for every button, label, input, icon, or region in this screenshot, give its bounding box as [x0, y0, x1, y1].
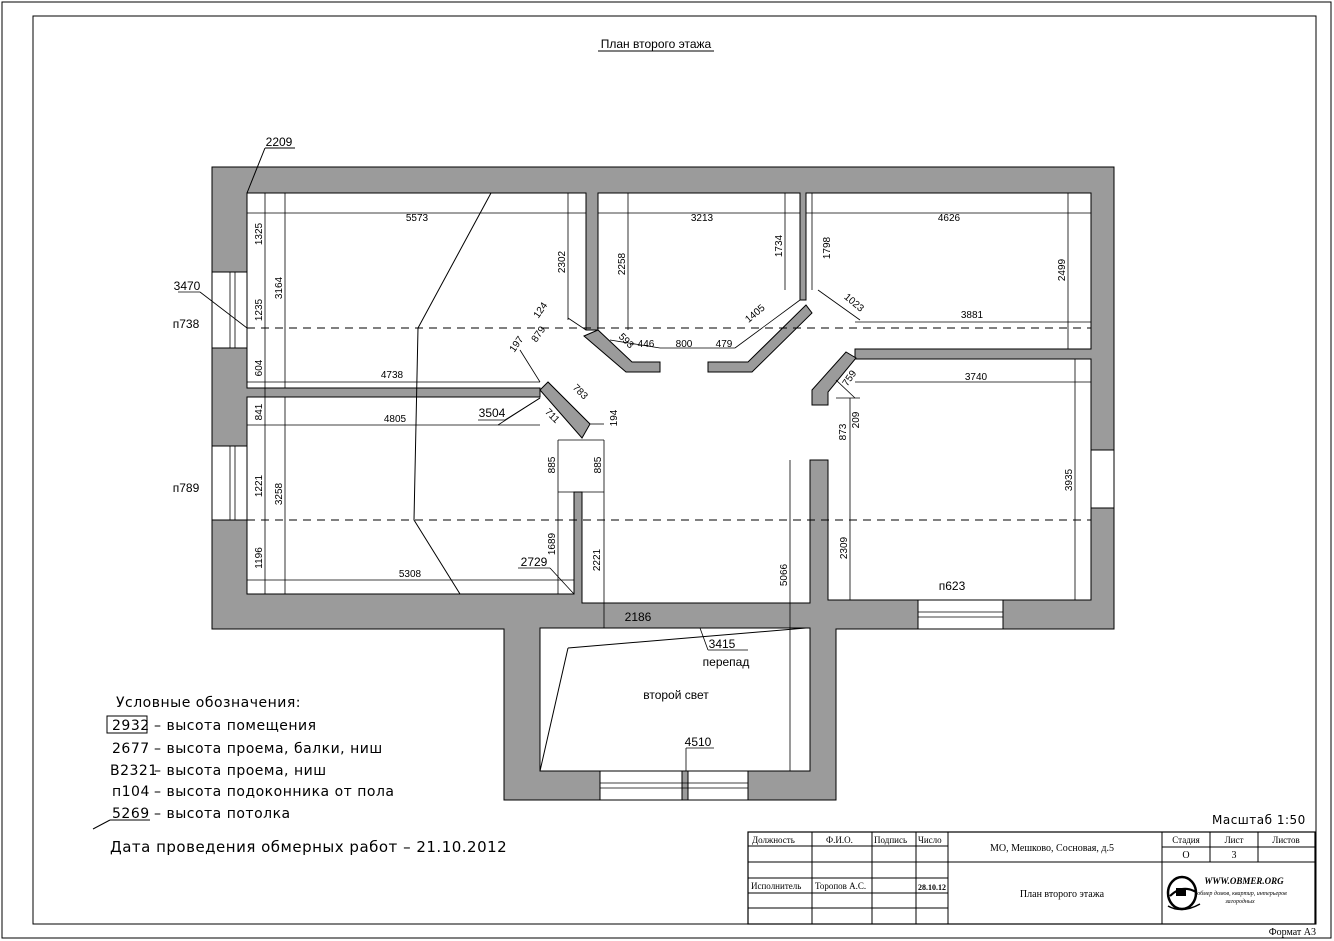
tb-col-signature: Подпись — [874, 835, 908, 845]
dim-1023: 1023 — [841, 291, 866, 315]
dim-3935: 3935 — [1064, 468, 1075, 492]
tb-role: Исполнитель — [751, 881, 802, 891]
dim-1325: 1325 — [254, 222, 265, 246]
sill-738: п738 — [172, 317, 200, 331]
dim-2186: 2186 — [624, 610, 652, 624]
walls — [212, 167, 1114, 800]
dim-2309: 2309 — [839, 536, 850, 560]
tb-company-desc: обмер домов, квартир, интерьеров — [1197, 891, 1287, 897]
company-logo — [1168, 877, 1200, 910]
title-block — [748, 832, 1315, 924]
dim-1221: 1221 — [254, 474, 265, 498]
dim-873: 873 — [838, 423, 849, 441]
dim-2221: 2221 — [592, 548, 603, 572]
dim-209: 209 — [851, 411, 862, 429]
page-title: План второго этажа — [600, 37, 712, 51]
sill-623: п623 — [938, 579, 966, 593]
dim-3213: 3213 — [690, 213, 714, 224]
dim-5066: 5066 — [779, 563, 790, 587]
dim-1689: 1689 — [547, 532, 558, 556]
dim-3881: 3881 — [960, 310, 984, 321]
height-2209: 2209 — [265, 135, 293, 149]
height-3504: 3504 — [478, 406, 506, 420]
tb-date: 28.10.12 — [918, 883, 946, 892]
dim-4626: 4626 — [937, 213, 961, 224]
tb-col-name: Ф.И.О. — [826, 835, 853, 845]
dim-783: 783 — [569, 382, 590, 403]
note-second-light: второй свет — [643, 688, 709, 702]
note-perepad: перепад — [702, 655, 750, 669]
dim-711: 711 — [542, 406, 562, 426]
dim-2499: 2499 — [1057, 258, 1068, 282]
dim-1196: 1196 — [254, 547, 265, 569]
dim-1734: 1734 — [774, 234, 785, 258]
dim-2302: 2302 — [557, 250, 568, 274]
dim-4805: 4805 — [383, 414, 407, 425]
legend — [93, 695, 507, 856]
tb-drawing-name: План второго этажа — [1019, 889, 1105, 900]
tb-col-date: Число — [918, 835, 942, 845]
legend-code-5: 5269 — [112, 806, 150, 822]
legend-text-1: – высота помещения — [154, 718, 317, 734]
sill-789: п789 — [172, 481, 200, 495]
tb-stage-value: О — [1182, 850, 1190, 861]
tb-company-desc2: загородных — [1225, 899, 1255, 905]
scale-label: Масштаб 1:50 — [1212, 813, 1306, 827]
tb-sheet-label: Лист — [1224, 835, 1244, 845]
dim-604: 604 — [254, 359, 265, 377]
tb-col-position: Должность — [752, 835, 795, 845]
height-3415: 3415 — [708, 637, 736, 651]
height-2729: 2729 — [520, 555, 548, 569]
dim-800: 800 — [675, 339, 693, 350]
dim-841: 841 — [254, 403, 265, 421]
legend-text-3: – высота проема, ниш — [154, 763, 327, 779]
legend-code-1: 2932 — [112, 718, 150, 734]
tb-address: МО, Мешково, Сосновая, д.5 — [990, 843, 1114, 854]
legend-code-2: 2677 — [112, 741, 150, 757]
dim-479: 479 — [715, 339, 733, 350]
dim-3258: 3258 — [274, 482, 285, 506]
dim-2258: 2258 — [617, 252, 628, 276]
dim-1235: 1235 — [254, 298, 265, 322]
height-3470: 3470 — [173, 279, 201, 293]
dim-759: 759 — [840, 368, 860, 389]
survey-date: Дата проведения обмерных работ – 21.10.2012 — [110, 838, 508, 856]
dim-3164: 3164 — [274, 276, 285, 300]
format-label: Формат А3 — [1268, 927, 1316, 938]
legend-text-5: – высота потолка — [154, 806, 291, 822]
legend-heading: Условные обозначения: — [116, 695, 301, 711]
room-labels — [173, 135, 966, 749]
tb-stage-label: Стадия — [1172, 835, 1200, 845]
legend-text-4: – высота подоконника от пола — [154, 784, 395, 800]
dim-124: 124 — [531, 300, 551, 321]
dim-885-left: 885 — [547, 456, 558, 474]
dimension-values — [254, 213, 1075, 624]
dim-3740: 3740 — [964, 372, 988, 383]
legend-code-4: п104 — [112, 784, 150, 800]
dim-446: 446 — [637, 339, 655, 350]
dim-5573: 5573 — [405, 213, 429, 224]
tb-performer: Торопов А.С. — [815, 881, 867, 891]
dim-1798: 1798 — [822, 236, 833, 260]
legend-text-2: – высота проема, балки, ниш — [154, 741, 383, 757]
dim-4738: 4738 — [380, 370, 404, 381]
height-4510: 4510 — [684, 735, 712, 749]
tb-sheet-value: 3 — [1231, 850, 1237, 861]
dimension-lines — [178, 193, 1091, 771]
legend-code-3: В2321 — [110, 763, 158, 779]
tb-sheets-label: Листов — [1272, 835, 1300, 845]
dim-197: 197 — [507, 334, 527, 355]
dim-1405: 1405 — [743, 302, 768, 326]
dim-593: 593 — [615, 331, 636, 352]
dim-5308: 5308 — [398, 569, 422, 580]
tb-company-url: WWW.OBMER.ORG — [1204, 876, 1284, 886]
dim-194: 194 — [609, 409, 620, 427]
dim-885-right: 885 — [593, 456, 604, 474]
dim-879: 879 — [529, 324, 549, 345]
